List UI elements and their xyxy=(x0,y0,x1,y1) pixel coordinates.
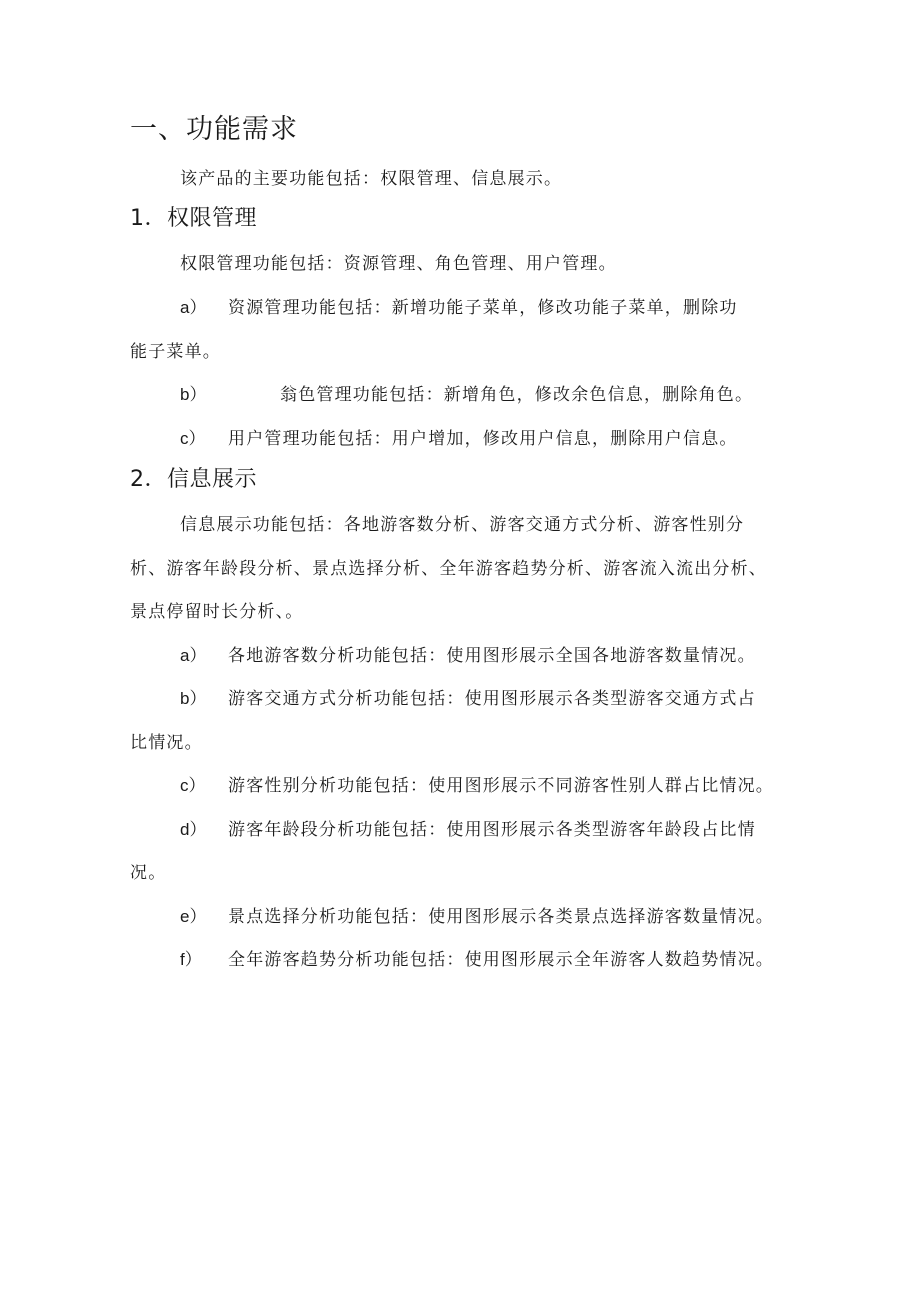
intro-paragraph: 该产品的主要功能包括：权限管理、信息展示。 xyxy=(180,169,563,189)
subsection-title-info: 2．信息展示 xyxy=(130,467,257,492)
subsection-title-permission: 1．权限管理 xyxy=(130,206,257,231)
list-item-label: a） xyxy=(180,646,207,665)
list-item-label: e） xyxy=(180,907,207,926)
list-item-label: f） xyxy=(180,950,202,969)
list-item-text: 资源管理功能包括：新增功能子菜单，修改功能子菜单，删除功 xyxy=(228,298,738,318)
permission-summary: 权限管理功能包括：资源管理、角色管理、用户管理。 xyxy=(180,254,617,274)
list-item-text: 游客性别分析功能包括：使用图形展示不同游客性别人群占比情况。 xyxy=(228,776,774,796)
list-item-label: b） xyxy=(180,385,207,404)
list-item-label: c） xyxy=(180,776,206,795)
list-item-text: 各地游客数分析功能包括：使用图形展示全国各地游客数量情况。 xyxy=(228,646,756,666)
list-item-text: 景点选择分析功能包括：使用图形展示各类景点选择游客数量情况。 xyxy=(228,907,774,927)
info-summary-line: 信息展示功能包括：各地游客数分析、游客交通方式分析、游客性别分 xyxy=(180,515,745,535)
info-summary-line: 析、游客年龄段分析、景点选择分析、全年游客趋势分析、游客流入流出分析、 xyxy=(130,559,767,579)
list-item-label: d） xyxy=(180,820,207,839)
list-item-label: c） xyxy=(180,429,206,448)
section-title: 一、功能需求 xyxy=(130,114,298,145)
list-item-text-cont: 能子菜单。 xyxy=(130,342,221,362)
list-item-text: 用户管理功能包括：用户增加，修改用户信息，删除用户信息。 xyxy=(228,429,738,449)
info-summary-line: 景点停留时长分析、。 xyxy=(130,602,304,622)
list-item-text: 游客年龄段分析功能包括：使用图形展示各类型游客年龄段占比情 xyxy=(228,820,756,840)
list-item-text: 翁色管理功能包括：新增角色，修改余色信息，删除角色。 xyxy=(280,385,754,405)
list-item-label: b） xyxy=(180,689,207,708)
list-item-text: 游客交通方式分析功能包括：使用图形展示各类型游客交通方式占 xyxy=(228,689,756,709)
list-item-text-cont: 比情况。 xyxy=(130,733,203,753)
list-item-text: 全年游客趋势分析功能包括：使用图形展示全年游客人数趋势情况。 xyxy=(228,950,774,970)
list-item-text-cont: 况。 xyxy=(130,863,167,883)
list-item-label: a） xyxy=(180,298,207,317)
